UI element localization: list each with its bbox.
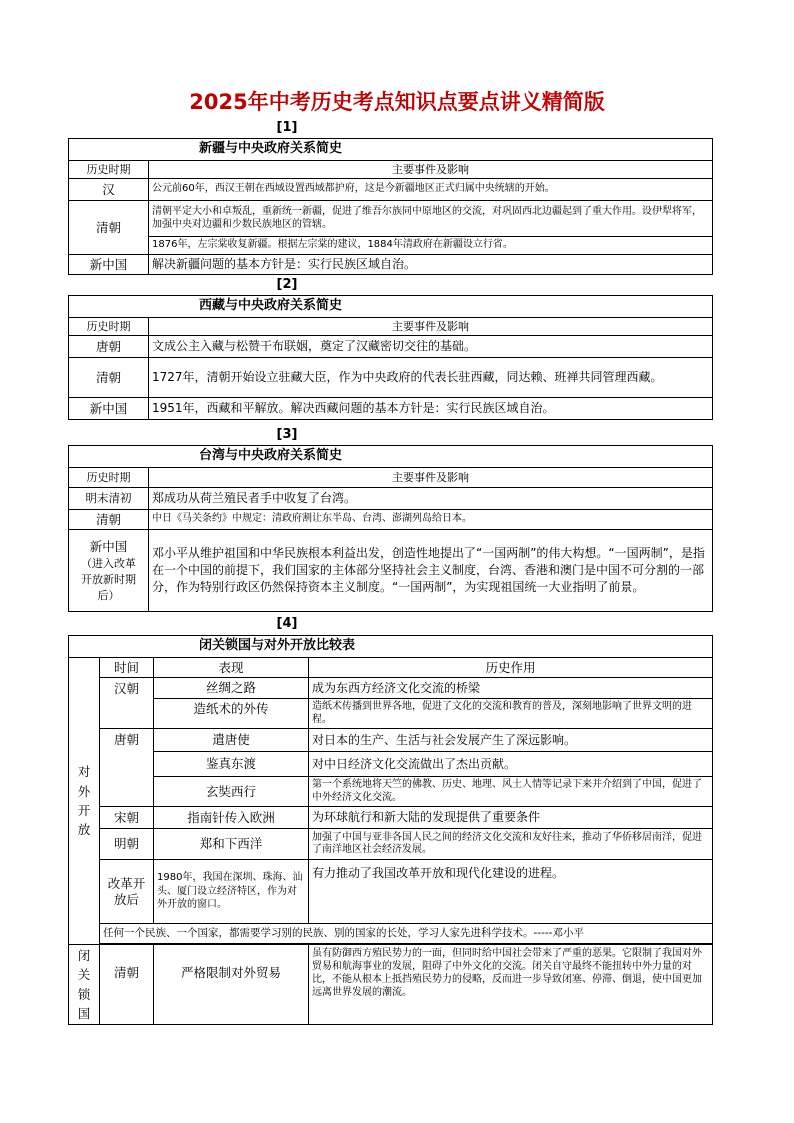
period-line: 改革开 xyxy=(107,875,146,891)
period-cell: 清朝 xyxy=(69,201,149,255)
event-cell: 中日《马关条约》中规定：清政府割让东半岛、台湾、澎湖列岛给日本。 xyxy=(149,510,713,530)
show-cell: 遣唐使 xyxy=(154,729,309,752)
tibet-table xyxy=(68,295,713,420)
role-cell: 对日本的生产、生活与社会发展产生了深远影响。 xyxy=(309,729,713,752)
label-char: 开 xyxy=(77,803,91,818)
period-cell: 清朝 xyxy=(69,510,149,530)
header-events: 主要事件及影响 xyxy=(149,161,713,179)
header-events: 主要事件及影响 xyxy=(149,318,713,336)
comparison-table xyxy=(68,635,713,1025)
header-period: 历史时期 xyxy=(69,318,149,336)
show-cell: 1980年，我国在深圳、珠海、汕头、厦门设立经济特区，作为对外开放的窗口。 xyxy=(154,860,309,924)
period-cell: 唐朝 xyxy=(100,729,154,807)
period-cell xyxy=(100,860,154,924)
period-cell: 汉朝 xyxy=(100,678,154,729)
role-cell: 造纸术传播到世界各地，促进了文化的交流和教育的普及，深刻地影响了世界文明的进程。 xyxy=(309,699,713,729)
label-char: 国 xyxy=(77,1005,91,1021)
show-cell: 郑和下西洋 xyxy=(154,829,309,860)
section-number: [3] xyxy=(276,427,298,442)
header-show: 表现 xyxy=(154,658,309,678)
header-period: 历史时期 xyxy=(69,161,149,179)
period-cell: 清朝 xyxy=(100,945,154,1025)
section-number: [2] xyxy=(276,277,298,292)
event-cell: 郑成功从荷兰殖民者手中收复了台湾。 xyxy=(149,488,713,510)
section-number: [4] xyxy=(276,616,298,631)
period-line: 新中国 xyxy=(89,538,128,554)
label-char: 锁 xyxy=(77,986,91,1002)
role-cell: 虽有防御西方殖民势力的一面，但同时给中国社会带来了严重的恶果。它限制了我国对外贸易和航海事业的发展，阻碍了中外文化的交流。闭关自守最终不能扭转中外力量的对比，不能从根本上抵挡殖民势力的侵略，反而进一步导致闭塞、停滞、倒退，使中国更加远离世界发展的潮流。 xyxy=(309,945,713,1025)
period-cell: 新中国 xyxy=(69,398,149,420)
label-char: 外 xyxy=(77,783,91,799)
header-events: 主要事件及影响 xyxy=(149,468,713,488)
period-line: 后） xyxy=(97,588,120,602)
table-caption: 新疆与中央政府关系简史 xyxy=(69,139,713,161)
label-char: 关 xyxy=(77,967,91,983)
open-label xyxy=(69,658,100,945)
header-role: 历史作用 xyxy=(309,658,713,678)
role-cell: 加强了中国与亚非各国人民之间的经济文化交流和友好往来，推动了华侨移居南洋，促进了南洋地区社会经济发展。 xyxy=(309,829,713,860)
role-cell: 对中日经济文化交流做出了杰出贡献。 xyxy=(309,752,713,777)
deng-quote: 任何一个民族、一个国家，都需要学习别的民族、别的国家的长处，学习人家先进科学技术。-----邓小平 xyxy=(100,924,713,944)
period-cell: 汉 xyxy=(69,179,149,201)
xinjiang-table xyxy=(68,138,713,275)
label-char: 对 xyxy=(77,764,91,780)
show-cell: 丝绸之路 xyxy=(154,678,309,699)
header-period: 历史时期 xyxy=(69,468,149,488)
event-cell: 清朝平定大小和卓叛乱，重新统一新疆，促进了维吾尔族同中原地区的交流，对巩固西北边疆起到了重大作用。设伊犁将军，加强中央对边疆和少数民族地区的管辖。 xyxy=(149,201,713,237)
role-cell: 成为东西方经济文化交流的桥梁 xyxy=(309,678,713,699)
role-cell: 有力推动了我国改革开放和现代化建设的进程。 xyxy=(309,860,713,924)
event-cell: 邓小平从维护祖国和中华民族根本利益出发，创造性地提出了“一国两制”的伟大构想。“一国两制”，是指在一个中国的前提下，我们国家的主体部分坚持社会主义制度，台湾、香港和澳门是中国不可分割的一部分，作为特别行政区仍然保持资本主义制度。“一国两制”，为实现祖国统一大业指明了前景。 xyxy=(149,530,713,612)
header-time: 时间 xyxy=(100,658,154,678)
role-cell: 为环球航行和新大陆的发现提供了重要条件 xyxy=(309,807,713,829)
page-title: 2025年中考历史考点知识点要点讲义精简版 xyxy=(189,90,605,114)
event-cell: 1951年，西藏和平解放。解决西藏问题的基本方针是：实行民族区域自治。 xyxy=(149,398,713,420)
period-cell xyxy=(69,530,149,612)
show-cell: 造纸术的外传 xyxy=(154,699,309,729)
show-cell: 严格限制对外贸易 xyxy=(154,945,309,1025)
period-line: 放后 xyxy=(113,891,139,907)
event-cell: 1727年，清朝开始设立驻藏大臣，作为中央政府的代表长驻西藏，同达赖、班禅共同管理西藏。 xyxy=(149,358,713,398)
show-cell: 玄奘西行 xyxy=(154,777,309,807)
role-cell: 第一个系统地将天竺的佛教、历史、地理、风土人情等记录下来并介绍到了中国，促进了中外经济文化交流。 xyxy=(309,777,713,807)
show-cell: 指南针传入欧洲 xyxy=(154,807,309,829)
period-cell: 明朝 xyxy=(100,829,154,860)
period-cell: 新中国 xyxy=(69,255,149,275)
label-char: 闭 xyxy=(77,947,91,963)
period-line: （进入改革 xyxy=(81,556,136,570)
label-char: 放 xyxy=(77,822,91,838)
period-cell: 明末清初 xyxy=(69,488,149,510)
section-number: [1] xyxy=(276,120,298,135)
period-cell: 唐朝 xyxy=(69,336,149,358)
event-cell: 文成公主入藏与松赞干布联姻，奠定了汉藏密切交往的基础。 xyxy=(149,336,713,358)
period-line: 开放新时期 xyxy=(81,572,136,586)
event-cell: 解决新疆问题的基本方针是：实行民族区域自治。 xyxy=(149,255,713,275)
table-caption: 西藏与中央政府关系简史 xyxy=(69,296,713,318)
period-cell: 清朝 xyxy=(69,358,149,398)
table-caption: 台湾与中央政府关系简史 xyxy=(69,446,713,468)
period-cell: 宋朝 xyxy=(100,807,154,829)
taiwan-table xyxy=(68,445,713,612)
event-cell: 公元前60年，西汉王朝在西域设置西域都护府，这是今新疆地区正式归属中央统辖的开始。 xyxy=(149,179,713,201)
closed-label xyxy=(69,945,100,1025)
table-caption: 闭关锁国与对外开放比较表 xyxy=(69,636,713,658)
show-cell: 鉴真东渡 xyxy=(154,752,309,777)
event-cell: 1876年，左宗棠收复新疆。根据左宗棠的建议，1884年清政府在新疆设立行省。 xyxy=(149,237,713,255)
